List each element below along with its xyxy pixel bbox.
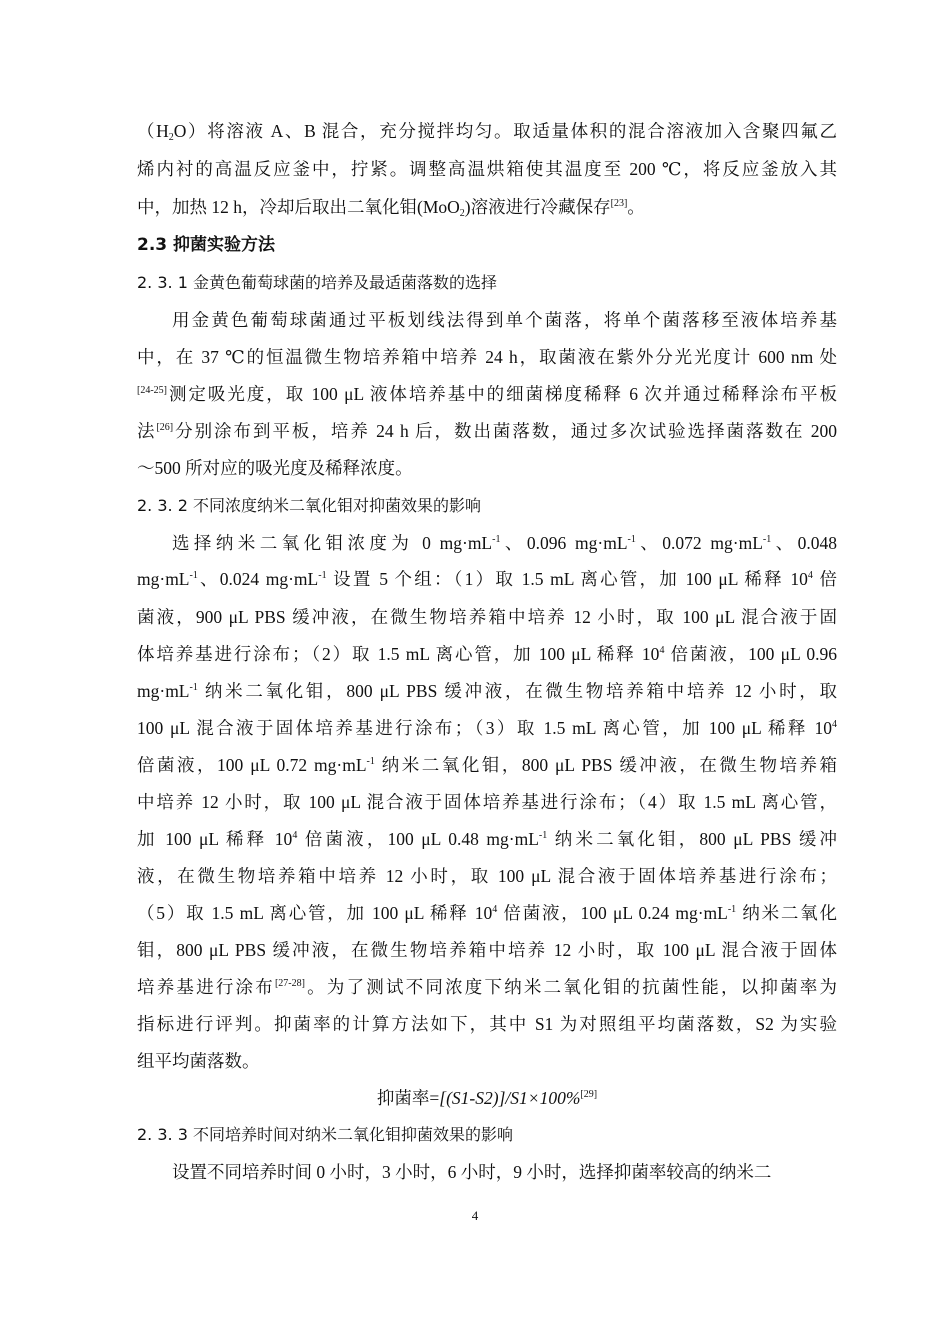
paragraph-line: 中，加热 12 h，冷却后取出二氧化钼(MoO$_2$)溶液进行冷藏保存[23]。 (137, 197, 645, 219)
paragraph-line: 中培养 12 小时，取 100 μL 混合液于固体培养基进行涂布；（4）取 1.5 mL 离心管， (137, 792, 837, 812)
paragraph-line: 倍菌液，100 μL 0.72 $mg\cdot mL^{-1}$ 纳米二氧化钼，800 μL PBS 缓冲液，在微生物培养箱 (137, 755, 838, 775)
paragraph-line: （5）取 1.5 mL 离心管，加 100 μL 稀释 $10^4$ 倍菌液，100 μL 0.24 $mg\cdot mL^{-1}$ 纳米二氧化 (137, 903, 837, 923)
paragraph-line: 100 μL 混合液于固体培养基进行涂布；（3）取 1.5 mL 离心管，加 100 μL 稀释 $10^4$ (137, 718, 837, 738)
paragraph-line: 中，在 37 ℃的恒温微生物培养箱中培养 24 h，取菌液在紫外分光光度计 600 nm 处 (137, 347, 837, 367)
paragraph-line: 选择纳米二氧化钼浓度为 0 $mg\cdot mL^{-1}$、0.096 $mg\cdot mL^{-1}$、0.072 $mg\cdot mL^{-1}$、0.048 (172, 533, 837, 553)
paragraph-line: 菌液，900 μL PBS 缓冲液，在微生物培养箱中培养 12 小时，取 100 μL 混合液于固 (137, 607, 837, 627)
paragraph-line: $mg\cdot mL^{-1}$ 纳米二氧化钼，800 μL PBS 缓冲液，在微生物培养箱中培养 12 小时，取 (137, 681, 837, 701)
subsection-heading-2-3-2: 2. 3. 2 不同浓度纳米二氧化钼对抑菌效果的影响 (137, 496, 481, 515)
paragraph-line: 组平均菌落数。 (137, 1051, 260, 1071)
paragraph-line: $(H_2O)$将溶液 A、B 混合，充分搅拌均匀。取适量体积的混合溶液加入含聚四氟乙 (137, 121, 837, 143)
subsection-heading-2-3-3: 2. 3. 3 不同培养时间对纳米二氧化钼抑菌效果的影响 (137, 1125, 513, 1144)
paragraph-line: 烯内衬的高温反应釜中，拧紧。调整高温烘箱使其温度至 200 ℃，将反应釜放入其 (137, 159, 837, 179)
paragraph-line: 用金黄色葡萄球菌通过平板划线法得到单个菌落，将单个菌落移至液体培养基 (172, 310, 837, 330)
paragraph-line: 培养基进行涂布[27-28]。为了测试不同浓度下纳米二氧化钼的抗菌性能，以抑菌率为 (137, 977, 838, 997)
paragraph-line: 体培养基进行涂布；（2）取 1.5 mL 离心管，加 100 μL 稀释 $10^4$ 倍菌液，100 μL 0.96 (137, 644, 837, 664)
paragraph-line: 钼，800 μL PBS 缓冲液，在微生物培养箱中培养 12 小时，取 100 μL 混合液于固体 (137, 940, 837, 960)
page-number: 4 (471, 1208, 479, 1223)
paragraph-line: 法[26]分别涂布到平板，培养 24 h 后，数出菌落数，通过多次试验选择菌落数在 200 (137, 421, 837, 441)
paragraph-line: 加 100 μL 稀释 $10^4$ 倍菌液，100 μL 0.48 $mg\cdot mL^{-1}$ 纳米二氧化钼，800 μL PBS 缓冲 (137, 829, 837, 849)
subsection-heading-2-3-1: 2. 3. 1 金黄色葡萄球菌的培养及最适菌落数的选择 (137, 273, 497, 292)
paragraph-line: ～500 所对应的吸光度及稀释浓度。 (137, 458, 413, 478)
section-heading-2-3: 2.3 抑菌实验方法 (137, 235, 276, 255)
paragraph-line: 设置不同培养时间 0 小时，3 小时，6 小时，9 小时，选择抑菌率较高的纳米二 (172, 1162, 772, 1182)
paragraph-line: [24-25]测定吸光度，取 100 μL 液体培养基中的细菌梯度稀释 6 次并通过稀释涂布平板 (137, 384, 837, 404)
paragraph-line: $mg\cdot mL^{-1}$、0.024 $mg\cdot mL^{-1}$ 设置 5 个组：（1）取 1.5 mL 离心管，加 100 μL 稀释 $10^4$ 倍 (137, 569, 837, 589)
paragraph-line: 液，在微生物培养箱中培养 12 小时，取 100 μL 混合液于固体培养基进行涂布； (137, 866, 837, 886)
paragraph-line: 指标进行评判。抑菌率的计算方法如下，其中 S1 为对照组平均菌落数，S2 为实验 (137, 1014, 837, 1034)
inhibition-rate-formula: 抑菌率=[(S1-S2)]/S1×100%[29] (376, 1088, 598, 1108)
